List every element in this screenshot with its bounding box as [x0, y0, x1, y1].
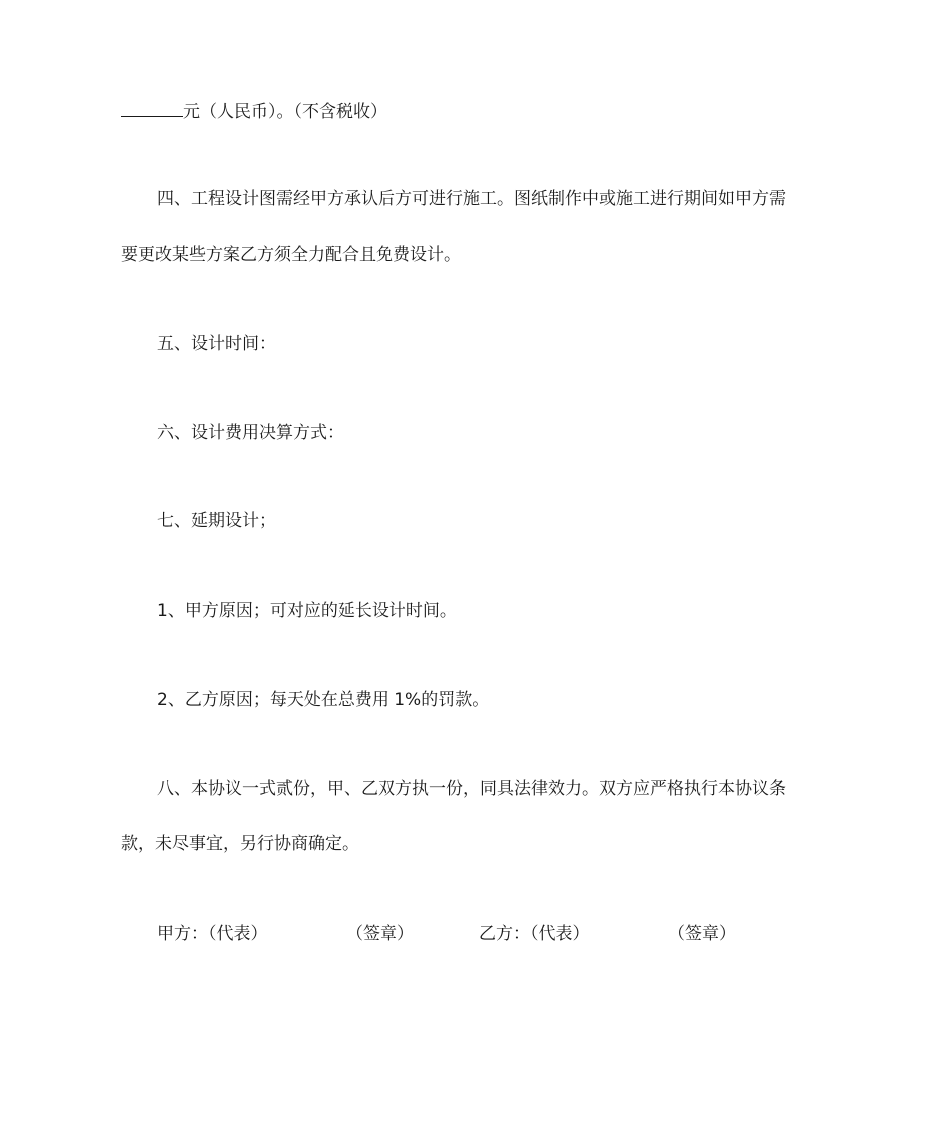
fee-line [121, 98, 836, 124]
clause-7-item-1: 1、甲方原因；可对应的延长设计时间。 [157, 601, 457, 621]
party-a-seal-label: （签章） [346, 924, 414, 944]
fee-currency-text: 元（人民币）。（不含税收） [183, 102, 387, 122]
party-a-representative-label: 甲方：（代表） [157, 924, 268, 944]
clause-8-line-2: 款，未尽事宜，另行协商确定。 [121, 834, 359, 854]
clause-8-line-1: 八、本协议一式贰份，甲、乙双方执一份，同具法律效力。双方应严格执行本协议条 [157, 779, 786, 799]
party-b-representative-label: 乙方：（代表） [479, 924, 590, 944]
clause-4-line-2: 要更改某些方案乙方须全力配合且免费设计。 [121, 245, 461, 265]
clause-5-design-time: 五、设计时间： [157, 334, 276, 354]
fee-amount-blank [121, 98, 183, 117]
clause-4-line-1: 四、工程设计图需经甲方承认后方可进行施工。图纸制作中或施工进行期间如甲方需 [157, 189, 786, 209]
clause-7-item-2: 2、乙方原因；每天处在总费用 1%的罚款。 [157, 690, 490, 710]
clause-7-delay: 七、延期设计； [157, 511, 276, 531]
party-b-seal-label: （签章） [668, 924, 736, 944]
clause-6-fee-settlement: 六、设计费用决算方式： [157, 423, 344, 443]
